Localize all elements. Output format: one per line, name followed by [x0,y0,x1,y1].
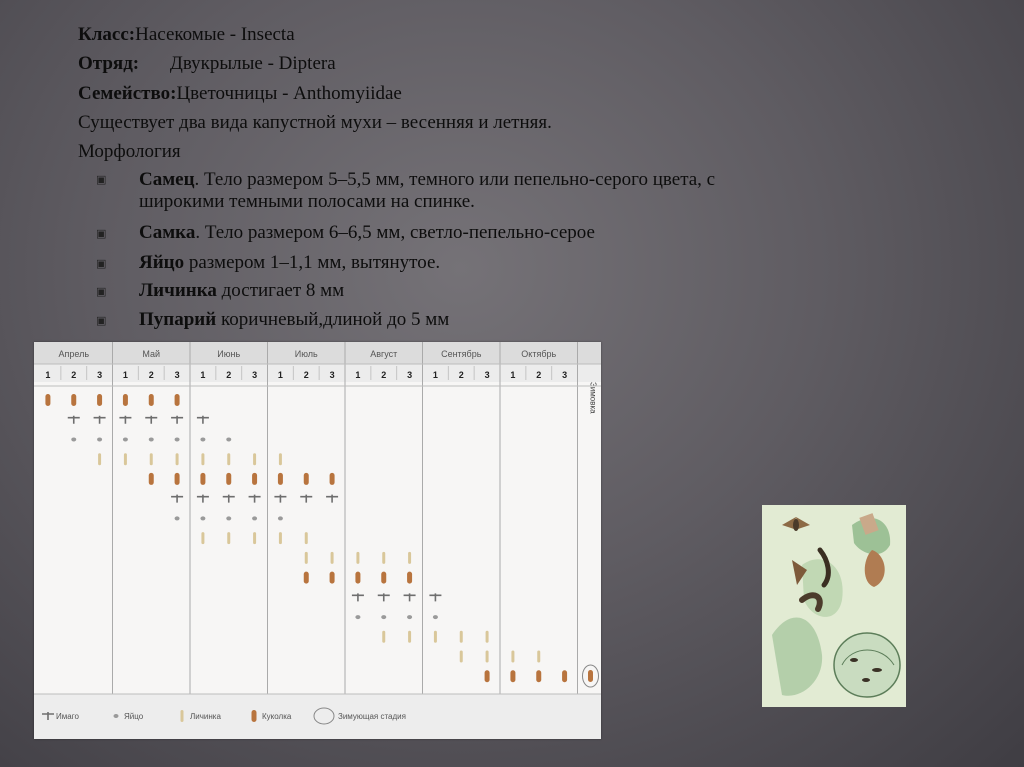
larva-mark [305,532,308,544]
decade-label: 1 [432,370,438,380]
bullet-larva-term: Личинка [139,280,217,301]
decade-label: 3 [484,370,490,380]
legend-bg [34,694,601,739]
bullet-male-text: . Тело размером 5–5,5 мм, темного или пепельно-серого цвета, с [194,169,716,190]
egg-mark [433,615,438,619]
imago-mark [68,416,80,424]
bullet-female-text: . Тело размером 6–6,5 мм, светло-пепельно-серое [195,222,595,243]
imago-mark [404,593,416,601]
larva-mark [486,651,489,663]
month-label: Апрель [58,349,90,359]
cabbage-fly-illustration [762,505,906,707]
pupa-mark [330,572,335,584]
larva-mark [434,631,437,643]
bullet-egg [139,252,440,274]
imago-mark [197,495,209,503]
bullet-pupa [139,309,449,331]
bullet-male [139,169,715,213]
legend-label: Яйцо [124,712,144,721]
winter-label: Зимовка [588,382,598,414]
bullet-female [139,222,595,244]
decade-label: 1 [122,370,128,380]
bullet-male-term: Самец [139,169,195,190]
egg-mark [226,437,231,441]
imago-mark [300,495,312,503]
larva-mark [537,651,540,663]
egg-mark [355,615,360,619]
decades-header-bg [34,364,601,382]
imago-mark [274,495,286,503]
larva-mark [201,532,204,544]
bullet-larva-text: достигает 8 мм [216,280,345,301]
egg-mark [381,615,386,619]
imago-mark [197,416,209,424]
pupa-mark [123,394,128,406]
larva-mark [460,631,463,643]
pupa-mark [381,572,386,584]
pupa-mark [588,670,593,682]
decade-label: 1 [510,370,516,380]
bullet-icon: ▣ [96,174,107,186]
larva-mark [227,532,230,544]
decade-label: 3 [252,370,258,380]
imago-mark [145,416,157,424]
pupa-mark [536,670,541,682]
legend-label: Личинка [190,712,221,721]
larva-mark [408,631,411,643]
pupa-mark [252,710,257,722]
decade-label: 1 [200,370,206,380]
bullet-egg-text: размером 1–1,1 мм, вытянутое. [184,252,441,273]
larva-mark [356,552,359,564]
egg-mark [97,437,102,441]
imago-mark [119,416,131,424]
egg-mark [200,516,205,520]
month-label: Октябрь [521,349,557,359]
decade-label: 2 [148,370,154,380]
pupa-mark [71,394,76,406]
larva-mark [181,710,184,722]
imago-mark [326,495,338,503]
cabbage-fly-illustration-svg [762,505,906,707]
imago-mark [249,495,261,503]
egg-mark [226,516,231,520]
decade-label: 2 [71,370,77,380]
phenology-chart [34,342,601,739]
pupa-mark [149,473,154,485]
pupa-mark [562,670,567,682]
imago-mark [429,593,441,601]
month-label: Июль [294,349,318,359]
larva-mark [98,453,101,465]
decade-label: 2 [381,370,387,380]
month-label: Август [370,349,398,359]
bullet-icon: ▣ [96,258,107,270]
egg-mark [200,437,205,441]
pupa-mark [407,572,412,584]
imago-mark [171,416,183,424]
decade-label: 3 [562,370,568,380]
pupa-mark [252,473,257,485]
bullet-egg-term: Яйцо [139,252,185,273]
decade-label: 3 [97,370,103,380]
month-label: Сентябрь [441,349,482,359]
bullet-icon: ▣ [96,228,107,240]
family-value: Цветочницы - Anthomyiidae [176,83,402,104]
larva-mark [305,552,308,564]
egg-mark [175,516,180,520]
bullet-pupa-text: коричневый,длиной до 5 мм [216,309,450,330]
month-label: Май [142,349,161,359]
legend-label: Куколка [262,712,292,721]
pupa-mark [485,670,490,682]
decade-label: 3 [329,370,335,380]
egg-mark [252,516,257,520]
larva-mark [331,552,334,564]
decade-label: 2 [303,370,309,380]
bullet-female-term: Самка [139,222,196,243]
class-line [78,23,295,47]
decade-label: 1 [355,370,361,380]
pupa-mark [226,473,231,485]
pupa-mark [175,394,180,406]
larva-mark [279,453,282,465]
decade-label: 2 [458,370,464,380]
larva-mark [253,532,256,544]
larva-mark [486,631,489,643]
bullet-larva [139,280,344,302]
decade-label: 2 [226,370,232,380]
description-text: Существует два вида капустной мухи – весенняя и летняя. [78,112,552,133]
family-label: Семейство: [78,83,177,104]
family-line [78,82,402,106]
egg-mark [407,615,412,619]
egg-mark [149,437,154,441]
egg-mark [71,437,76,441]
egg-mark [114,714,119,718]
pupa-mark [330,473,335,485]
larva-mark [227,453,230,465]
morphology-title: Морфология [78,141,181,162]
legend-label: Зимующая стадия [338,712,406,721]
larva-mark [382,552,385,564]
pupa-mark [45,394,50,406]
bullet-pupa-term: Пупарий [139,309,217,330]
month-label: Июнь [217,349,241,359]
imago-mark [378,593,390,601]
larva-mark [176,453,179,465]
pupa-mark [510,670,515,682]
phenology-chart-svg [34,342,601,739]
pupa-mark [175,473,180,485]
larva-mark [150,453,153,465]
order-line [78,52,336,76]
larva-mark [201,453,204,465]
egg-mark [175,437,180,441]
pupa-mark [355,572,360,584]
larva-mark [124,453,127,465]
larva-mark [460,651,463,663]
legend-label: Имаго [56,712,79,721]
pupa-mark [304,572,309,584]
bullet-icon: ▣ [96,315,107,327]
decade-label: 2 [536,370,542,380]
imago-mark [171,495,183,503]
class-label: Класс: [78,24,136,45]
decade-label: 3 [407,370,413,380]
egg-mark [278,516,283,520]
larva-mark [408,552,411,564]
class-value: Насекомые - Insecta [135,24,295,45]
imago-mark [94,416,106,424]
larva-mark [511,651,514,663]
larva-mark [279,532,282,544]
larva-mark [382,631,385,643]
larva-mark [253,453,256,465]
imago-mark [223,495,235,503]
pupa-mark [97,394,102,406]
order-label: Отряд: [78,53,140,74]
bullet-male-text-2: широкими темными полосами на спинке. [139,191,475,212]
pupa-mark [304,473,309,485]
pupa-mark [149,394,154,406]
decade-label: 1 [277,370,283,380]
imago-mark [352,593,364,601]
bullet-icon: ▣ [96,286,107,298]
decade-label: 3 [174,370,180,380]
pupa-mark [278,473,283,485]
order-value: Двукрылые - Diptera [169,53,336,74]
egg-mark [123,437,128,441]
decade-label: 1 [45,370,51,380]
pupa-mark [200,473,205,485]
